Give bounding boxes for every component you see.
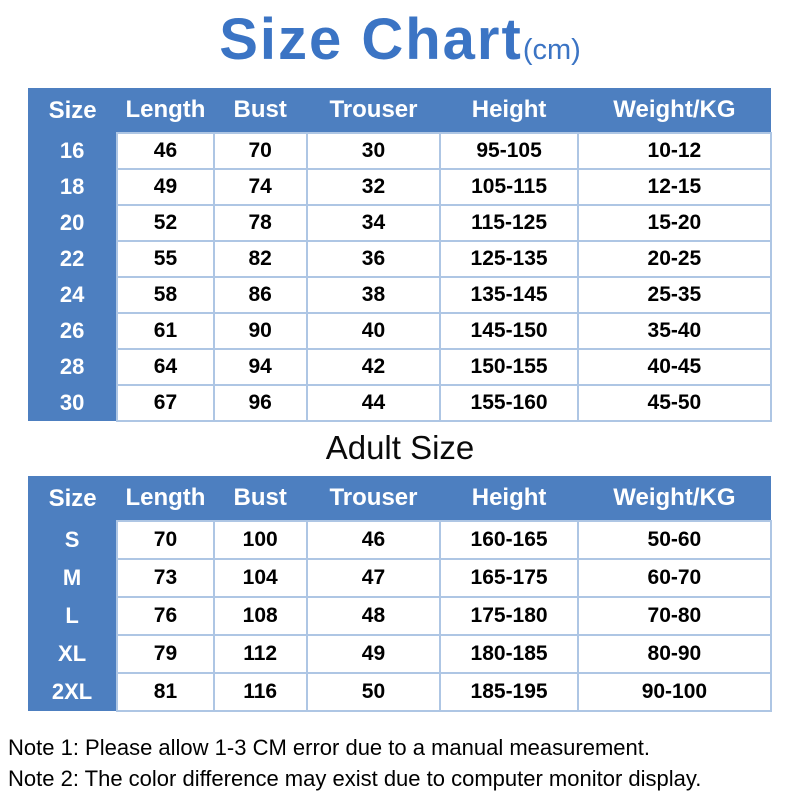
column-header-size: Size: [28, 88, 117, 133]
column-header-trouser: Trouser: [307, 88, 441, 133]
column-header-height: Height: [440, 88, 577, 133]
table-cell: 74: [214, 169, 307, 205]
page-title: [0, 0, 800, 88]
table-row: [28, 521, 771, 559]
table-row: [28, 133, 771, 169]
table-header-row: [28, 88, 771, 133]
table-cell: 86: [214, 277, 307, 313]
table-cell: 45-50: [578, 385, 771, 421]
page-title-text: Size Chart: [219, 7, 523, 72]
adult-size-table: [28, 476, 772, 712]
table-cell: 49: [307, 635, 441, 673]
footer-notes: [8, 732, 800, 794]
column-header-length: Length: [117, 88, 214, 133]
table-cell: 55: [117, 241, 214, 277]
column-header-weight: Weight/KG: [578, 88, 771, 133]
page-title-unit: (cm): [522, 34, 581, 66]
table-row: [28, 349, 771, 385]
row-header-cell: 16: [28, 133, 117, 169]
table-row: [28, 597, 771, 635]
table-row: [28, 385, 771, 421]
table-cell: 50-60: [578, 521, 771, 559]
table-cell: 185-195: [440, 673, 577, 711]
table-cell: 165-175: [440, 559, 577, 597]
table-cell: 36: [307, 241, 441, 277]
table-cell: 155-160: [440, 385, 577, 421]
table-header-row: [28, 476, 771, 521]
table-row: [28, 277, 771, 313]
row-header-cell: S: [28, 521, 117, 559]
note-1: Note 1: Please allow 1-3 CM error due to a manual measurement.: [8, 735, 650, 760]
table-cell: 38: [307, 277, 441, 313]
row-header-cell: 2XL: [28, 673, 117, 711]
row-header-cell: 22: [28, 241, 117, 277]
table-cell: 52: [117, 205, 214, 241]
table-cell: 10-12: [578, 133, 771, 169]
table-cell: 20-25: [578, 241, 771, 277]
table-row: [28, 313, 771, 349]
row-header-cell: 26: [28, 313, 117, 349]
table-cell: 105-115: [440, 169, 577, 205]
table-row: [28, 169, 771, 205]
table-cell: 70-80: [578, 597, 771, 635]
table-cell: 15-20: [578, 205, 771, 241]
table-cell: 46: [307, 521, 441, 559]
table-cell: 180-185: [440, 635, 577, 673]
table-row: [28, 635, 771, 673]
table-cell: 46: [117, 133, 214, 169]
table-row: [28, 673, 771, 711]
table-cell: 67: [117, 385, 214, 421]
table-cell: 116: [214, 673, 307, 711]
table-cell: 125-135: [440, 241, 577, 277]
table-cell: 30: [307, 133, 441, 169]
table-row: [28, 559, 771, 597]
column-header-length: Length: [117, 476, 214, 521]
table-row: [28, 205, 771, 241]
row-header-cell: XL: [28, 635, 117, 673]
row-header-cell: 30: [28, 385, 117, 421]
table-cell: 78: [214, 205, 307, 241]
table-cell: 135-145: [440, 277, 577, 313]
table-cell: 175-180: [440, 597, 577, 635]
column-header-size: Size: [28, 476, 117, 521]
table-cell: 112: [214, 635, 307, 673]
note-2: Note 2: The color difference may exist due to computer monitor display.: [8, 766, 702, 791]
table-cell: 76: [117, 597, 214, 635]
table-cell: 49: [117, 169, 214, 205]
column-header-bust: Bust: [214, 476, 307, 521]
table-cell: 12-15: [578, 169, 771, 205]
row-header-cell: 18: [28, 169, 117, 205]
column-header-bust: Bust: [214, 88, 307, 133]
table-cell: 42: [307, 349, 441, 385]
row-header-cell: 20: [28, 205, 117, 241]
table-cell: 70: [214, 133, 307, 169]
table-cell: 150-155: [440, 349, 577, 385]
table-row: [28, 241, 771, 277]
table-cell: 90-100: [578, 673, 771, 711]
table-cell: 108: [214, 597, 307, 635]
table-cell: 96: [214, 385, 307, 421]
column-header-trouser: Trouser: [307, 476, 441, 521]
table-cell: 73: [117, 559, 214, 597]
table-cell: 80-90: [578, 635, 771, 673]
table-cell: 90: [214, 313, 307, 349]
table-cell: 44: [307, 385, 441, 421]
table-cell: 79: [117, 635, 214, 673]
table-cell: 58: [117, 277, 214, 313]
table-cell: 81: [117, 673, 214, 711]
kids-size-table: [28, 88, 772, 422]
table-cell: 32: [307, 169, 441, 205]
adult-size-heading: Adult Size: [325, 429, 475, 466]
table-cell: 47: [307, 559, 441, 597]
row-header-cell: M: [28, 559, 117, 597]
table-cell: 104: [214, 559, 307, 597]
table-cell: 94: [214, 349, 307, 385]
table-cell: 82: [214, 241, 307, 277]
table-cell: 64: [117, 349, 214, 385]
row-header-cell: L: [28, 597, 117, 635]
table-cell: 115-125: [440, 205, 577, 241]
table-cell: 35-40: [578, 313, 771, 349]
column-header-weight: Weight/KG: [578, 476, 771, 521]
table-cell: 25-35: [578, 277, 771, 313]
table-cell: 48: [307, 597, 441, 635]
table-cell: 145-150: [440, 313, 577, 349]
table-cell: 40-45: [578, 349, 771, 385]
table-cell: 61: [117, 313, 214, 349]
table-cell: 95-105: [440, 133, 577, 169]
row-header-cell: 24: [28, 277, 117, 313]
column-header-height: Height: [440, 476, 577, 521]
table-cell: 40: [307, 313, 441, 349]
table-cell: 60-70: [578, 559, 771, 597]
table-cell: 50: [307, 673, 441, 711]
table-cell: 70: [117, 521, 214, 559]
table-cell: 34: [307, 205, 441, 241]
row-header-cell: 28: [28, 349, 117, 385]
table-cell: 100: [214, 521, 307, 559]
table-cell: 160-165: [440, 521, 577, 559]
